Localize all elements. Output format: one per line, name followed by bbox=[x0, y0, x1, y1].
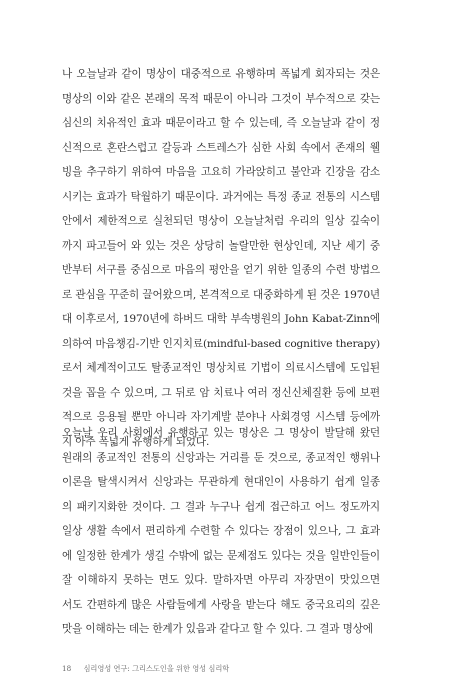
text-line: 반부터 서구를 중심으로 마음의 평안을 얻기 위한 일종의 수련 방법으 bbox=[62, 264, 380, 276]
text-line: 대 이후로서, 1970년에 하버드 대학 부속병원의 John Kabat-Zinn에 bbox=[62, 313, 380, 325]
text-line: 에 일정한 한계가 생길 수밖에 없는 문제점도 있다는 것을 일반인들이 bbox=[62, 549, 380, 562]
text-line: 맛을 이해하는 데는 한계가 있음과 같다고 할 수 있다. 그 결과 명상에 bbox=[62, 623, 373, 635]
text-line: 안에서 제한적으로 실천되던 명상이 오늘날처럼 우리의 일상 깊숙이 bbox=[62, 215, 380, 227]
text-line: 것을 꼽을 수 있으며, 그 뒤로 암 치료나 여러 정신신체질환 등에 보편 bbox=[62, 386, 380, 399]
text-line: 원래의 종교적인 전통의 신앙과는 거리를 둔 것으로, 종교적인 행위나 bbox=[62, 451, 380, 464]
text-line: 서도 간편하게 많은 사람들에게 사랑을 받는다 해도 중국요리의 깊은 bbox=[62, 598, 380, 611]
page-footer bbox=[62, 664, 229, 674]
text-line: 나 오늘날과 같이 명상이 대중적으로 유행하며 폭넓게 회자되는 것은 bbox=[62, 68, 380, 80]
paragraph-1 bbox=[62, 62, 380, 454]
text-line: 빙을 추구하기 위하여 마음을 고요히 가라앉히고 불안과 긴장을 감소 bbox=[62, 166, 380, 178]
text-line: 적으로 응용될 뿐만 아니라 자기계발 분야나 사회경영 시스템 등에까 bbox=[62, 411, 380, 423]
text-line: 로 관심을 꾸준히 끌어왔으며, 본격적으로 대중화하게 된 것은 1970년 bbox=[62, 288, 380, 301]
text-line: 시키는 효과가 탁월하기 때문이다. 과거에는 특정 종교 전통의 시스템 bbox=[62, 190, 380, 203]
text-line: 심신의 치유적인 효과 때문이라고 할 수 있는데, 즉 오늘날과 같이 정 bbox=[62, 117, 380, 129]
text-line: 일상 생활 속에서 편리하게 수련할 수 있다는 장점이 있으나, 그 효과 bbox=[62, 525, 380, 537]
text-line: 지 아주 폭넓게 유행하게 되었다. bbox=[62, 435, 210, 448]
text-line: 명상의 이와 같은 본래의 목적 때문이 아니라 그것이 부수적으로 갖는 bbox=[62, 92, 380, 105]
text-line: 의하여 마음챙김-기반 인지치료(mindful-based cognitive therapy) bbox=[62, 337, 380, 350]
paragraph-2 bbox=[62, 421, 380, 642]
text-line: 잘 이해하지 못하는 면도 있다. 말하자면 아무리 자장면이 맛있으면 bbox=[62, 574, 380, 586]
text-line: 로서 체계적이고도 탈종교적인 명상치료 기법이 의료시스템에 도입된 bbox=[62, 362, 380, 374]
text-line: 까지 파고들어 와 있는 것은 상당히 놀랄만한 현상인데, 지난 세기 중 bbox=[62, 239, 380, 252]
text-line: 오늘날 우리 사회에서 유행하고 있는 명상은 그 명상이 발달해 왔던 bbox=[62, 427, 380, 439]
running-title: 심리영성 연구: 그리스도인을 위한 영성 심리학 bbox=[83, 664, 230, 673]
text-line: 이론을 탈색시켜서 신앙과는 무관하게 현대인이 사용하기 쉽게 일종 bbox=[62, 476, 380, 488]
page-number: 18 bbox=[62, 664, 72, 673]
text-line: 의 패키지화한 것이다. 그 결과 누구나 쉽게 접근하고 어느 정도까지 bbox=[62, 500, 380, 513]
text-line: 신적으로 혼란스럽고 갈등과 스트레스가 심한 사회 속에서 존재의 웰 bbox=[62, 141, 380, 154]
